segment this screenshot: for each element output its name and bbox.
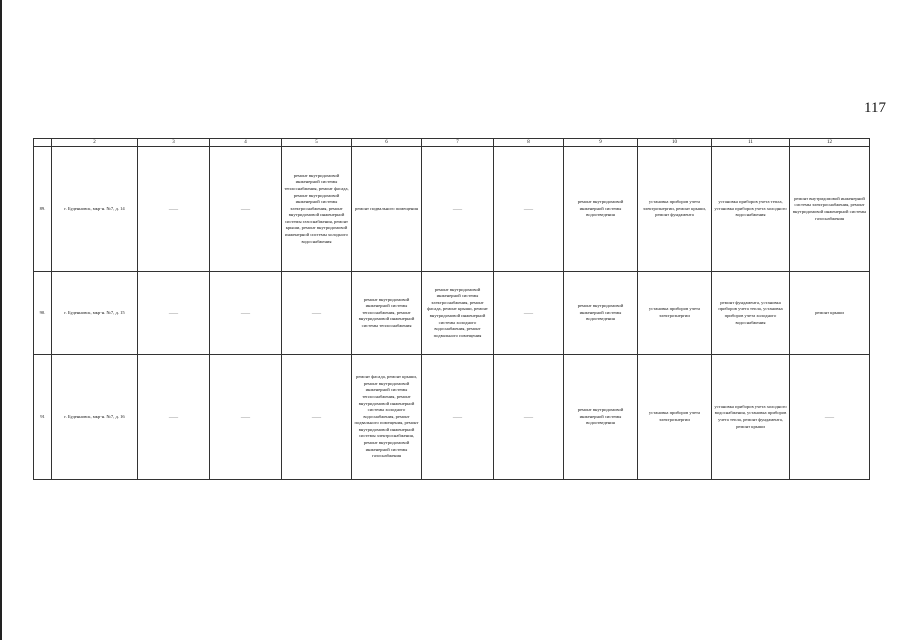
column-number-cell: 4	[210, 139, 282, 147]
table-cell: ремонт крыши	[790, 272, 870, 355]
column-number-cell: 5	[282, 139, 352, 147]
table-cell: ——	[422, 355, 494, 480]
table-cell: ремонт фундамента, установка приборов учета тепла, установка приборов учета холодного водоснабжения	[712, 272, 790, 355]
column-number-cell: 11	[712, 139, 790, 147]
table-cell: ——	[210, 272, 282, 355]
table-row	[34, 272, 870, 355]
table-cell: ремонт внутридомовой инженерной системы водоотведения	[564, 147, 638, 272]
column-number-cell: 9	[564, 139, 638, 147]
table-cell: ремонт внутридомовой инженерной системы электроснабжения, ремонт внутридомовой инженерной системы газоснабжения	[790, 147, 870, 272]
table-cell: ——	[138, 272, 210, 355]
address-cell: г. Буденновск, мкр-н. №7, д. 15	[52, 272, 138, 355]
table-cell: установка приборов учета электроэнергии	[638, 272, 712, 355]
column-number-cell: 10	[638, 139, 712, 147]
table-cell: ——	[494, 272, 564, 355]
table-cell: ——	[422, 147, 494, 272]
column-number-cell: 12	[790, 139, 870, 147]
column-number-cell	[34, 139, 52, 147]
table-cell: ——	[790, 355, 870, 480]
row-number: 89.	[34, 147, 52, 272]
row-number: 91	[34, 355, 52, 480]
address-cell: г. Буденновск, мкр-н. №7, д. 14	[52, 147, 138, 272]
repair-schedule-table	[33, 138, 870, 480]
address-cell: г. Буденновск, мкр-н. №7, д. 16	[52, 355, 138, 480]
row-number: 90.	[34, 272, 52, 355]
page-margin-line	[0, 0, 2, 640]
table-cell: ——	[282, 272, 352, 355]
table-cell: установка приборов учета тепла, установка приборов учета холодного водоснабжения	[712, 147, 790, 272]
table-cell: ремонт внутридомовой инженерной системы водоотведения	[564, 355, 638, 480]
table-cell: ——	[210, 147, 282, 272]
column-number-row	[34, 139, 870, 147]
table-cell: ремонт подвального помещения	[352, 147, 422, 272]
table-row	[34, 355, 870, 480]
column-number-cell: 3	[138, 139, 210, 147]
column-number-cell: 7	[422, 139, 494, 147]
table-cell: ——	[138, 355, 210, 480]
page-number: 117	[864, 100, 886, 116]
table-cell: ——	[210, 355, 282, 480]
column-number-cell: 6	[352, 139, 422, 147]
table-cell: ремонт внутридомовой инженерной системы теплоснабжения, ремонт внутридомовой инженерной системы теплоснабжения	[352, 272, 422, 355]
table-cell: ремонт внутридомовой инженерной системы теплоснабжения, ремонт фасада, ремонт внутридомовой инженерной системы электроснабжения, ремонт внутридомовой инженерной системы газоснабжения, ремонт крыши, ремонт внутридомовой инженерной системы холодного водоснабжения	[282, 147, 352, 272]
table-cell: ——	[282, 355, 352, 480]
table-cell: ——	[138, 147, 210, 272]
table-cell: ——	[494, 355, 564, 480]
column-number-cell: 2	[52, 139, 138, 147]
table-cell: установка приборов учета электроэнергии, ремонт крыши, ремонт фундамента	[638, 147, 712, 272]
table-cell: установка приборов учета холодного водоснабжения, установка приборов учета тепла, ремонт фундамента, ремонт крыши	[712, 355, 790, 480]
table-row	[34, 147, 870, 272]
column-number-cell: 8	[494, 139, 564, 147]
table-cell: ремонт внутридомовой инженерной системы электроснабжения, ремонт фасада, ремонт крыши, ремонт внутридомовой инженерной системы холодного водоснабжения, ремонт подвального помещения	[422, 272, 494, 355]
table-cell: ——	[494, 147, 564, 272]
table-cell: установка приборов учета электроэнергии	[638, 355, 712, 480]
table-cell: ремонт фасада, ремонт крыши, ремонт внутридомовой инженерной системы теплоснабжения, ремонт внутридомовой инженерной системы холодного водоснабжения, ремонт подвального помещения, ремонт внутридомовой инженерной системы электроснабжения, ремонт внутридомовой инженерной системы газоснабжения	[352, 355, 422, 480]
table-cell: ремонт внутридомовой инженерной системы водоотведения	[564, 272, 638, 355]
